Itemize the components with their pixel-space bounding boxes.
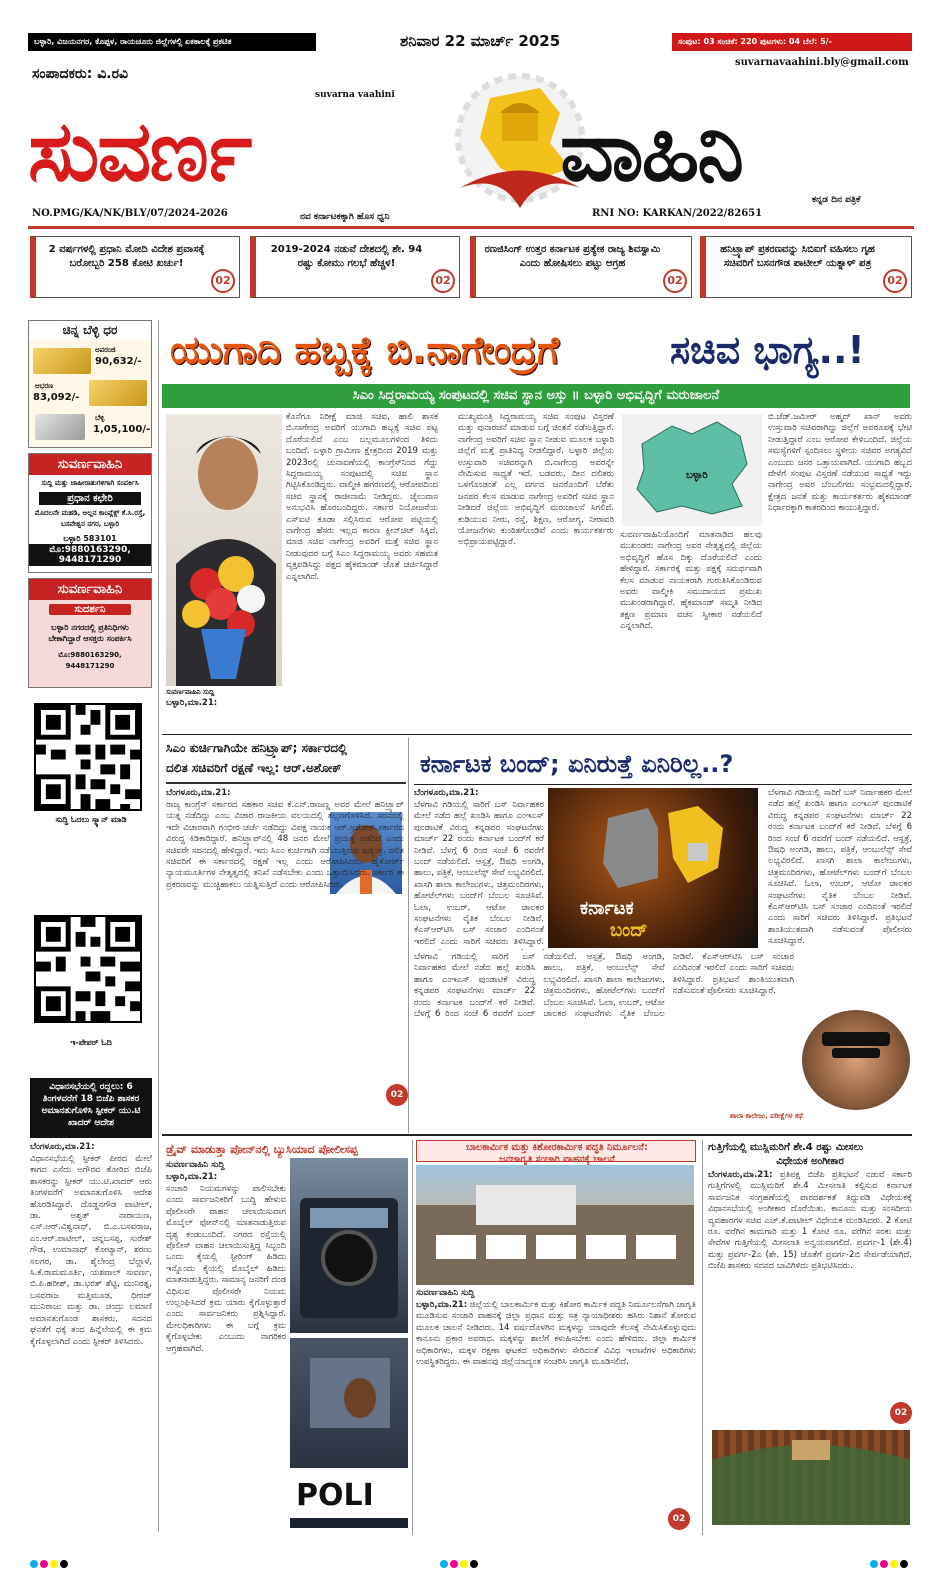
column-rule (158, 320, 159, 1532)
epaper-qr-icon[interactable] (34, 915, 142, 1023)
lead-subheadline: ಸಿಎಂ ಸಿದ್ದರಾಮಯ್ಯ ಸಂಪುಟದಲ್ಲಿ ಸಚಿವ ಸ್ಥಾನ ಅಸ್ತು ॥ ಬಳ್ಳಾರಿ ಅಭಿವೃದ್ಧಿಗೆ ಮರುಜಾಲನೆ (162, 384, 910, 408)
teaser-box[interactable] (30, 236, 240, 298)
child-body (416, 1300, 696, 1528)
speaker-dateline: ಬೆಂಗಳೂರು,ಮಾ.21: (30, 1142, 95, 1152)
lead-byline: ಸುವರ್ಣವಾಹಿನಿ ಸುದ್ದಿ (166, 688, 215, 696)
office-ad-box (28, 453, 152, 573)
headline-rule (414, 784, 912, 785)
column-rule (412, 1140, 413, 1535)
header-divider (28, 226, 914, 229)
gold22-label: ಆಭರಣ (35, 382, 54, 390)
bandh-headline[interactable]: ಕರ್ನಾಟಕ ಬಂದ್; ಏನಿರುತ್ತೆ ಏನಿರಿಲ್ಲ..? (420, 750, 734, 778)
child-labour-rally-photo (416, 1165, 694, 1285)
gold-bar-icon (89, 380, 147, 406)
police-plate-text: POLI (296, 1478, 374, 1513)
contract-body-text: ಪ್ರತಿಪಕ್ಷ ಬಿಜೆಪಿ ಪ್ರತಿಭಟನೆ ನಡುವೆ ಸರ್ಕಾರಿ ಗುತ್ತಿಗೆಗಳಲ್ಲಿ ಮುಸ್ಲಿಮರಿಗೆ ಶೇ.4 ಮೀಸಲಾತಿ ಕಲ್ಪಿಸುವ ಕರ್ನಾಟಕ ಸಾರ್ವಜನಿಕ ಸಂಗ್ರಹಣೆಯಲ್ಲಿ ಪಾರದರ್ಶಕತೆ ತಿದ್ದುಪಡಿ ವಿಧೇಯಕಕ್ಕೆ ವಿಧಾನಸಭೆಯಲ್ಲಿ ಅಂಗೀಕಾರ ದೊರೆಯಿತು. ಕಾನೂನು ಮತ್ತು ಸಂಸದೀಯ ವ್ಯವಹಾರಗಳ ಸಚಿವ ಎಚ್.ಕೆ.ಪಾಟೀಲ್ ವಿಧೇಯಕ ಮಂಡಿಸಿದರು. 2 ಕೋಟಿ ರೂ. ವರೆಗಿನ ಕಾಮಗಾರಿ ಮತ್ತು 1 ಕೋಟಿ ರೂ. ವರೆಗಿನ ಸರಕು ಮತ್ತು ಸೇವೆಗಳ ಗುತ್ತಿಗೆಯಲ್ಲಿ ಮೀಸಲಾತಿ ಅನ್ವಯವಾಗಲಿದೆ. ಪ್ರವರ್ಗ-1 (ಶೇ.4) ಮತ್ತು ಪ್ರವರ್ಗ-2ಎ (ಶೇ. 15) ಜೊತೆಗೆ ಪ್ರವರ್ಗ-2ಬಿ ಸೇರ್ಪಡೆಯಾಗಿದೆ. ಬಿಜೆಪಿ ಶಾಸಕರು ಸದನದ ಬಾವಿಗಿಳಿದು ಪ್ರತಿಭಟಿಸಿದರು. (708, 1170, 912, 1272)
continued-page-badge: 02 (668, 1508, 690, 1530)
qr-caption: ಸುದ್ದಿ ಓದಲು ಸ್ಕ್ಯಾನ್ ಮಾಡಿ (55, 815, 127, 824)
child-body-text: ಜಿಲ್ಲೆಯಲ್ಲಿ ಬಾಲಕಾರ್ಮಿಕ ಮತ್ತು ಕಿಶೋರ ಕಾರ್ಮಿಕ ಪದ್ಧತಿ ನಿರ್ಮೂಲನೆಗಾಗಿ ಜಾಗೃತಿ ಮೂಡಿಸುವ ಸಂಚಾರಿ ವಾಹನಕ್ಕೆ ಜಿಲ್ಲಾ ಪ್ರಧಾನ ಮತ್ತು ಸತ್ರ ನ್ಯಾಯಾಧೀಶರು ಹಸಿರು ನಿಶಾನೆ ತೋರುವ ಮೂಲಕ ಚಾಲನೆ ನೀಡಿದರು. 14 ವರ್ಷದೊಳಗಿನ ಮಕ್ಕಳನ್ನು ಯಾವುದೇ ಕೆಲಸಕ್ಕೆ ನೇಮಿಸಿಕೊಳ್ಳುವುದು ಕಾನೂನು ಪ್ರಕಾರ ಅಪರಾಧ. ಮಕ್ಕಳನ್ನು ಶಾಲೆಗೆ ಕಳುಹಿಸಬೇಕು ಎಂದು ಹೇಳಿದರು. ಜಿಲ್ಲಾ ಕಾರ್ಮಿಕ ಅಧಿಕಾರಿಗಳು, ಮಕ್ಕಳ ರಕ್ಷಣಾ ಘಟಕದ ಅಧಿಕಾರಿಗಳು ಸೇರಿದಂತೆ ವಿವಿಧ ಇಲಾಖೆಗಳ ಅಧಿಕಾರಿಗಳು ಉಪಸ್ಥಿತರಿದ್ದರು. ಈ ವಾಹನವು ಜಿಲ್ಲೆಯಾದ್ಯಂತ ಸಂಚರಿಸಿ ಜಾಗೃತಿ ಮೂಡಿಸಲಿದೆ. (416, 1300, 696, 1368)
ad-brand-title: ಸುವರ್ಣವಾಹಿನಿ (29, 579, 151, 600)
teaser-text: 2019-2024 ನಡುವೆ ದೇಶದಲ್ಲಿ ಶೇ. 94 ರಷ್ಟು ಕೋಮು ಗಲಭೆ ಹೆಚ್ಚಳ! (270, 244, 423, 269)
teaser-text: ಹನಿಟ್ರ್ಯಾಪ್ ಪ್ರಕರಣವನ್ನು ಸಿಬಿಐಗೆ ವಹಿಸಲು ಗೃಹ ಸಚಿವರಿಗೆ ಬಸನಗೌಡ ಪಾಟೀಲ್ ಯತ್ನಾಳ್ ಪತ್ರ (720, 244, 875, 269)
contract-headline-line2[interactable]: ವಿಧೇಯಕ ಅಂಗೀಕಾರ (776, 1156, 844, 1167)
police-byline: ಸುವರ್ಣವಾಹಿನಿ ಸುದ್ದಿ (166, 1160, 225, 1170)
issue-info: ಸಂಪುಟ: 03 ಸಂಚಿಕೆ: 220 ಪುಟಗಳು: 04 ಬೆಲೆ: 5/- (672, 33, 912, 51)
lead-dateline: ಬಳ್ಳಾರಿ,ಮಾ.21: (166, 698, 218, 708)
silver-bar-icon (35, 414, 85, 440)
bandh-body: ಬೆಳಗಾವಿ ಗಡಿಯಲ್ಲಿ ಸಾರಿಗೆ ಬಸ್ ನಿರ್ವಾಹಕರ ಮೇಲೆ ನಡೆದ ಹಲ್ಲೆ ಖಂಡಿಸಿ ಹಾಗೂ ಎಂಇಎಸ್ ಪುಂಡಾಟಿಕೆ ವಿರುದ್ಧ ಕನ್ನಡಪರ ಸಂಘಟನೆಗಳು ಮಾರ್ಚ್ 22 ರಂದು ಕರ್ನಾಟಕ ಬಂದ್‌ಗೆ ಕರೆ ನೀಡಿವೆ. ಬೆಳಗ್ಗೆ 6 ರಿಂದ ಸಂಜೆ 6 ರವರೆಗೆ ಬಂದ್ ನಡೆಯಲಿದೆ. ಆಸ್ಪತ್ರೆ, ಔಷಧಿ ಅಂಗಡಿ, ಹಾಲು, ಪತ್ರಿಕೆ, ಆಂಬುಲೆನ್ಸ್ ಸೇವೆ ಲಭ್ಯವಿರಲಿದೆ. ಖಾಸಗಿ ಶಾಲಾ ಕಾಲೇಜುಗಳು, ಚಿತ್ರಮಂದಿರಗಳು, ಹೋಟೆಲ್‌ಗಳು ಬಂದ್‌ಗೆ ಬೆಂಬಲ ಸೂಚಿಸಿವೆ. ಓಲಾ, ಉಬರ್, ಆಟೋ ಚಾಲಕರ ಸಂಘಟನೆಗಳು ನೈತಿಕ ಬೆಂಬಲ ನೀಡಿವೆ. ಕೆಎಸ್ಆರ್‌ಟಿಸಿ ಬಸ್ ಸಂಚಾರ ಎಂದಿನಂತೆ ಇರಲಿದೆ ಎಂದು ಸಾರಿಗೆ ಸಚಿವರು ತಿಳಿಸಿದ್ದಾರೆ. ಪ್ರತಿಭಟನೆ ಶಾಂತಿಯುತವಾಗಿ ನಡೆಸುವಂತೆ ಪೊಲೀಸರು ಸೂಚಿಸಿದ್ದಾರೆ. (414, 952, 794, 1020)
continued-page-badge: 02 (386, 1084, 408, 1106)
bandh-image (548, 788, 758, 948)
contract-body (708, 1170, 912, 1425)
masthead-tagline: suvarna vaahini (315, 90, 395, 100)
ashok-headline-line2[interactable]: ದಲಿತ ಸಚಿವರಿಗೆ ರಕ್ಷಣೆ ಇಲ್ಲ: ಆರ್.ಅಶೋಕ್ (166, 761, 342, 775)
contract-dateline: ಬೆಂಗಳೂರು,ಮಾ.21: (708, 1170, 773, 1180)
postal-reg-number: NO.PMG/KA/NK/BLY/07/2024-2026 (32, 208, 228, 219)
headline-rule (166, 782, 406, 784)
map-label: ಬಳ್ಳಾರಿ (686, 470, 708, 481)
silver-price: 1,05,100/- (93, 424, 151, 435)
rni-number: RNI NO: KARKAN/2022/82651 (592, 208, 763, 219)
bandh-side-column: ಬೆಳಗಾವಿ ಗಡಿಯಲ್ಲಿ ಸಾರಿಗೆ ಬಸ್ ನಿರ್ವಾಹಕರ ಮೇಲೆ ನಡೆದ ಹಲ್ಲೆ ಖಂಡಿಸಿ ಹಾಗೂ ಎಂಇಎಸ್ ಪುಂಡಾಟಿಕೆ ವಿರುದ್ಧ ಕನ್ನಡಪರ ಸಂಘಟನೆಗಳು ಮಾರ್ಚ್ 22 ರಂದು ಕರ್ನಾಟಕ ಬಂದ್‌ಗೆ ಕರೆ ನೀಡಿವೆ. ಬೆಳಗ್ಗೆ 6 ರಿಂದ ಸಂಜೆ 6 ರವರೆಗೆ ಬಂದ್ ನಡೆಯಲಿದೆ. ಆಸ್ಪತ್ರೆ, ಔಷಧಿ ಅಂಗಡಿ, ಹಾಲು, ಪತ್ರಿಕೆ, ಆಂಬುಲೆನ್ಸ್ ಸೇವೆ ಲಭ್ಯವಿರಲಿದೆ. ಖಾಸಗಿ ಶಾಲಾ ಕಾಲೇಜುಗಳು, ಚಿತ್ರಮಂದಿರಗಳು, ಹೋಟೆಲ್‌ಗಳು ಬಂದ್‌ಗೆ ಬೆಂಬಲ ಸೂಚಿಸಿವೆ. ಓಲಾ, ಉಬರ್, ಆಟೋ ಚಾಲಕರ ಸಂಘಟನೆಗಳು ನೈತಿಕ ಬೆಂಬಲ ನೀಡಿವೆ. ಕೆಎಸ್ಆರ್‌ಟಿಸಿ ಬಸ್ ಸಂಚಾರ ಎಂದಿನಂತೆ ಇರಲಿದೆ ಎಂದು ಸಾರಿಗೆ ಸಚಿವರು ತಿಳಿಸಿದ್ದಾರೆ. ಪ್ರತಿಭಟನೆ ಶಾಂತಿಯುತವಾಗಿ ನಡೆಸುವಂತೆ ಪೊಲೀಸರು ಸೂಚಿಸಿದ್ದಾರೆ. (768, 788, 912, 947)
child-dateline: ಬಳ್ಳಾರಿ,ಮಾ.21: (416, 1300, 468, 1310)
bandh-image-label-2: ಬಂದ್ (610, 920, 648, 941)
office-mobile[interactable]: ಮೊ:9880163290, 9448171290 (29, 544, 151, 566)
teaser-box[interactable] (250, 236, 460, 298)
print-registration-marks (440, 1553, 480, 1572)
gold-bar-icon (33, 348, 91, 374)
activist-photo (802, 1010, 910, 1110)
teaser-text: ರಣಜಿಸಿಂಗ್ ಉತ್ತರ ಕರ್ನಾಟಕ ಪ್ರತ್ಯೇಕ ರಾಜ್ಯ ಶಿವಸ್ವಾಮಿ ಎಂದು ಹೋಷಿಸಲು ಪಟ್ಟು ಆಗ್ರಹ (484, 244, 661, 269)
police-dateline: ಬಳ್ಳಾರಿ,ಮಾ.21: (166, 1172, 218, 1182)
gold-rate-title: ಚಿನ್ನ ಬೆಳ್ಳಿ ಧರ (29, 321, 151, 340)
column-rule (702, 1140, 703, 1535)
ad-brand-title: ಸುವರ್ಣವಾಹಿನಿ (29, 454, 151, 475)
police-jeep-photo (290, 1158, 408, 1333)
police-headline[interactable]: ಡ್ರೈವ್ ಮಾಡುತ್ತಾ ಪೋನ್‌ನಲ್ಲಿ ಬ್ಯುಸಿಯಾದ ಪೋಲೀಸಪ್ಪ (166, 1143, 358, 1156)
brief-headline[interactable]: ವಿಧಾನಸಭೆಯಲ್ಲಿ ರದ್ದಲು: 6 ತಿಂಗಳವರೆಗೆ 18 ಬಿಜೆಪಿ ಶಾಸಕರ ಅಮಾನತುಗೊಳಿಸಿ ಸ್ಪೀಕರ್ ಯು.ಟಿ ಖಾದರ್ ಆದೇಶ (30, 1078, 152, 1138)
editor-credit: ಸಂಪಾದಕರು: ವಿ.ರವಿ (32, 66, 129, 82)
teaser-box[interactable] (700, 236, 912, 298)
contact-email[interactable]: suvarnavaahini.bly@gmail.com (735, 57, 909, 68)
slogan: ನವ ಕರ್ನಾಟಕಕ್ಕಾಗಿ ಹೊಸ ಧ್ವನಿ (300, 212, 390, 222)
bandh-dateline: ಬೆಂಗಳೂರು,ಮಾ.21: (414, 788, 479, 798)
news-qr-icon[interactable] (34, 703, 142, 811)
teaser-page-badge: 02 (211, 269, 235, 293)
gold24-label: ಅಪರಂಜಿ (95, 346, 116, 354)
masthead-left: ಸುವರ್ಣ (28, 102, 251, 200)
bandh-image-label: ಕರ್ನಾಟಕ (580, 898, 634, 919)
police-body-1: ಸಂಚಾರಿ ನಿಯಮಗಳನ್ನು ಪಾಲಿಸಬೇಕು ಎಂದು ಸಾರ್ವಜನಿಕರಿಗೆ ಬುದ್ಧಿ ಹೇಳುವ ಪೊಲೀಸರೇ ವಾಹನ ಚಲಾಯಿಸುವಾಗ ಮೊಬೈಲ್ ಫೋನ್‌ನಲ್ಲಿ ಮಾತನಾಡುತ್ತಿರುವ ದೃಶ್ಯ ಕಂಡುಬಂದಿದೆ. ನಗರದ ರಸ್ತೆಯಲ್ಲಿ ಪೊಲೀಸ್ ವಾಹನ ಚಲಾಯಿಸುತ್ತಿದ್ದ ಸಿಬ್ಬಂದಿ ಒಂದು ಕೈಯಲ್ಲಿ ಸ್ಟೀರಿಂಗ್ ಹಿಡಿದು ಇನ್ನೊಂದು ಕೈಯಲ್ಲಿ ಮೊಬೈಲ್ ಹಿಡಿದು ಮಾತನಾಡುತ್ತಿದ್ದರು. ಸಾಮಾನ್ಯ ಜನರಿಗೆ ದಂಡ ವಿಧಿಸುವ ಪೊಲೀಸರೇ ನಿಯಮ ಉಲ್ಲಂಘಿಸಿದರೆ ಕ್ರಮ ಯಾರು ಕೈಗೊಳ್ಳುತ್ತಾರೆ ಎಂದು ಸಾರ್ವಜನಿಕರು ಪ್ರಶ್ನಿಸಿದ್ದಾರೆ. ಮೇಲಧಿಕಾರಿಗಳು ಈ ಬಗ್ಗೆ ಕ್ರಮ ಕೈಗೊಳ್ಳಬೇಕು ಎಂಬುದು ನಾಗರಿಕರ ಆಗ್ರಹವಾಗಿದೆ. (166, 1184, 286, 1354)
lead-column-1: ಕೊನೆಗೂ ನಿರೀಕ್ಷೆ ಮಾಜಿ ಸಚಿವ, ಹಾಲಿ ಶಾಸಕ ಬಿ.ನಾಗೇಂದ್ರ ಅವರಿಗೆ ಯುಗಾದಿ ಹಬ್ಬಕ್ಕೆ ಸಚಿವ ಪಟ್ಟ ದೊರೆಯಲಿದೆ ಎಂಬ ಬಲ್ಲಮೂಲಗಳಿಂದ ತಿಳಿದು ಬಂದಿದೆ. ಬಳ್ಳಾರಿ ಗ್ರಾಮೀಣ ಕ್ಷೇತ್ರದಿಂದ 2019 ಮತ್ತು 2023ರಲ್ಲಿ ಚುನಾವಣೆಯಲ್ಲಿ ಕಾಂಗ್ರೆಸ್‌ನಿಂದ ಗೆದ್ದು ಸಿದ್ದರಾಮಯ್ಯ ಸಂಪುಟದಲ್ಲಿ ಸಚಿವ ಸ್ಥಾನ ಗಿಟ್ಟಿಸಿಕೊಂಡಿದ್ದರು. ವಾಲ್ಮೀಕಿ ಹಗರಣದಲ್ಲಿ ಆರೋಪದಿಂದ ಸಚಿವ ಸ್ಥಾನಕ್ಕೆ ರಾಜೀನಾಮೆ ನೀಡಿದ್ದರು. ಜೈಲುವಾಸ ಅನುಭವಿಸಿ ಹೊರಬಂದಿದ್ದರು. ಸರ್ಕಾರ ನಿಯೋಜನೆಯ ಎಸ್‌ಐಟಿ ಕೂಡಾ ಸಲ್ಲಿಸಿರುವ ಆರೋಪ ಪಟ್ಟಿಯಲ್ಲಿ ನಾಗೇಂದ್ರ ಹೆಸರು ಇಲ್ಲದ ಕಾರಣ ಕ್ಲೀನ್‌ಚಿಟ್ ಸಿಕ್ಕಿದೆ. ಮಾಜಿ ಸಚಿವ ನಾಗೇಂದ್ರ ಅವರಿಗೆ ಮತ್ತೆ ಸಚಿವ ಸ್ಥಾನ ನೀಡುವುದರ ಬಗ್ಗೆ ಸಿಎಂ ಸಿದ್ದರಾಮಯ್ಯ ಅವರು ಸಹಮತ ವ್ಯಕ್ತಪಡಿಸಿದ್ದು ಪಕ್ಷದ ಹೈಕಮಾಂಡ್ ಜೊತೆ ಚರ್ಚಿಸಿದ್ದಾರೆ ಎನ್ನಲಾಗಿದೆ. (286, 412, 438, 582)
section-divider (162, 734, 912, 735)
teaser-page-badge: 02 (663, 269, 687, 293)
contract-headline-line1[interactable]: ಗುತ್ತಿಗೆಯಲ್ಲಿ ಮುಸ್ಲಿಮರಿಗೆ ಶೇ.4 ರಷ್ಟು ಮೀಸಲು (708, 1142, 864, 1153)
ad-heading: ಸುದರ್ಶನಿ (49, 604, 131, 615)
print-registration-marks (30, 1553, 70, 1572)
silver-label: ಬೆಳ್ಳಿ (95, 414, 105, 422)
teaser-text: 2 ವರ್ಷಗಳಲ್ಲಿ ಪ್ರಧಾನಿ ಮೋದಿ ವಿದೇಶ ಪ್ರವಾಸಕ್ಕೆ ಬರೋಬ್ಬರಿ 258 ಕೋಟಿ ಖರ್ಚು! (48, 244, 205, 269)
assembly-photo (712, 1430, 910, 1525)
column-rule (408, 738, 409, 1133)
continued-page-badge: 02 (890, 1402, 912, 1424)
lead-column-4: ಬಿ.ಜೆಡ್.ಜಮೀರ್ ಅಹ್ಮದ್ ಖಾನ್ ಅವರು ಉಸ್ತುವಾರಿ ಸಚಿವರಾಗಿದ್ದು ಜಿಲ್ಲೆಗೆ ಅಪರೂಪಕ್ಕೆ ಭೇಟಿ ನೀಡುತ್ತಿದ್ದಾರೆ ಎಂಬ ಆರೋಪ ಕೇಳಿಬಂದಿದೆ. ಜಿಲ್ಲೆಯ ಸಮಸ್ಯೆಗಳಿಗೆ ಸ್ಪಂದಿಸಲು ಸ್ಥಳೀಯ ಸಚಿವರ ಅಗತ್ಯವಿದೆ ಎಂಬುದು ಜನರ ಒತ್ತಾಯವಾಗಿದೆ. ಯುಗಾದಿ ಹಬ್ಬದ ವೇಳೆಗೆ ಸಂಪುಟ ವಿಸ್ತರಣೆ ನಡೆಯುವ ಸಾಧ್ಯತೆ ಇದ್ದು ನಾಗೇಂದ್ರ ಅವರ ಬೆಂಬಲಿಗರು ಸಂಭ್ರಮದಲ್ಲಿದ್ದಾರೆ. ಕ್ಷೇತ್ರದ ಜನತೆ ಮತ್ತು ಕಾರ್ಯಕರ್ತರು ಹೈಕಮಾಂಡ್ ನಿರ್ಧಾರಕ್ಕಾಗಿ ಕಾತರದಿಂದ ಕಾಯುತ್ತಿದ್ದಾರೆ. (768, 412, 912, 514)
region-banner: ಬಳ್ಳಾರಿ, ವಿಜಯನಗರ, ಕೊಪ್ಪಳ, ರಾಯಚೂರು ಜಿಲ್ಲೆಗಳಲ್ಲಿ ಏಕಕಾಲಕ್ಕೆ ಪ್ರಕಟಿತ (28, 33, 316, 51)
ashok-body: ರಾಜ್ಯ ಕಾಂಗ್ರೆಸ್ ಸರ್ಕಾರದ ಸಹಕಾರ ಸಚಿವ ಕೆ.ಎನ್.ರಾಜಣ್ಣ ಅವರ ಮೇಲೆ ಹನಿಟ್ರ್ಯಾಪ್ ಯತ್ನ ನಡೆದಿದ್ದು ಎಂಬ ವಿಚಾರ ರಾಜಕೀಯ ವಲಯದಲ್ಲಿ ತಲ್ಲಣಗೊಳಿಸಿದೆ. ಸದನದಲ್ಲಿ ಇದೇ ವಿಚಾರವಾಗಿ ಗಂಭೀರ ಚರ್ಚೆ ನಡೆದಿದ್ದು ವಿಪಕ್ಷ ನಾಯಕ ಆರ್.ಅಶೋಕ್ ಸರ್ಕಾರದ ವಿರುದ್ಧ ಕಿಡಿಕಾರಿದ್ದಾರೆ. ಹನಿಟ್ರ್ಯಾಪ್‌ನಲ್ಲಿ 48 ಜನರ ಮೇಲೆ ಪ್ರಯತ್ನ ನಡೆದಿದೆ ಎಂದು ಸಚಿವರೇ ಸದನದಲ್ಲಿ ಹೇಳಿದ್ದಾರೆ. ಇದು ಸಿಎಂ ಕುರ್ಚಿಗಾಗಿ ನಡೆಯುತ್ತಿರುವ ಷಡ್ಯಂತ್ರ. ದಲಿತ ಸಚಿವರಿಗೆ ಈ ಸರ್ಕಾರದಲ್ಲಿ ರಕ್ಷಣೆ ಇಲ್ಲ ಎಂದು ಆರೋಪಿಸಿದರು. ಹೈಕೋರ್ಟ್ ನ್ಯಾಯಮೂರ್ತಿಗಳ ನೇತೃತ್ವದಲ್ಲಿ ತನಿಖೆ ನಡೆಸಬೇಕು ಎಂದು ಒತ್ತಾಯಿಸಿದರು. ಸರ್ಕಾರ ಈ ಪ್ರಕರಣವನ್ನು ಮುಚ್ಚಿಹಾಕಲು ಯತ್ನಿಸುತ್ತಿದೆ ಎಂದು ಆರೋಪಿಸಿದರು. (166, 800, 404, 890)
print-registration-marks (870, 1553, 910, 1572)
ad-mobile[interactable]: ಮೊ:9880163290, 9448171290 (58, 651, 122, 670)
ad-subtitle: ಸುದ್ದಿ ಮತ್ತು ಜಾಹೀರಾತುಗಳಿಗಾಗಿ ಸಂಪರ್ಕಿಸಿ (41, 479, 139, 487)
gold22-price: 83,092/- (33, 392, 80, 403)
lead-column-2: ಮುಖ್ಯಮಂತ್ರಿ ಸಿದ್ದರಾಮಯ್ಯ ಸಚಿವ ಸಂಪುಟ ವಿಸ್ತರಣೆ ಮತ್ತು ಪುನಾರಚನೆ ಮಾಡುವ ಬಗ್ಗೆ ಚಿಂತನೆ ನಡೆಸುತ್ತಿದ್ದಾರೆ. ನಾಗೇಂದ್ರ ಅವರಿಗೆ ಸಚಿವ ಸ್ಥಾನ ನೀಡುವ ಮೂಲಕ ಬಳ್ಳಾರಿ ಜಿಲ್ಲೆಗೆ ಮತ್ತೆ ಪ್ರಾತಿನಿಧ್ಯ ನೀಡಲಿದ್ದಾರೆ. ಬಳ್ಳಾರಿ ಜಿಲ್ಲೆಯ ಉಸ್ತುವಾರಿ ಸಚಿವರನ್ನಾಗಿ ಬಿ.ನಾಗೇಂದ್ರ ಅವರನ್ನೇ ನೇಮಿಸುವ ಸಾಧ್ಯತೆ ಇದೆ. ಬಡವರು, ದೀನ ದಲಿತರು ಒಳಗೊಂಡಂತೆ ಎಲ್ಲ ವರ್ಗದ ಜನರೊಂದಿಗೆ ಬೆರೆತು ಜನಪರ ಕೆಲಸ ಮಾಡುವ ನಾಗೇಂದ್ರ ಅವರಿಗೆ ಸಚಿವ ಸ್ಥಾನ ನೀಡಿದರೆ ಜಿಲ್ಲೆಯ ಅಭಿವೃದ್ಧಿಗೆ ಮರುಜಾಲನೆ ಸಿಗಲಿದೆ. ಕುಡಿಯುವ ನೀರು, ರಸ್ತೆ, ಶಿಕ್ಷಣ, ಆರೋಗ್ಯ, ನೀರಾವರಿ ಯೋಜನೆಗಳು ಕುಂಠಿತಗೊಂಡಿವೆ ಎಂದು ಕಾರ್ಯಕರ್ತರು ಅಭಿಪ್ರಾಯಪಟ್ಟಿದ್ದಾರೆ. (458, 412, 614, 548)
office-city: ಬಳ್ಳಾರಿ 583101 (63, 534, 117, 543)
child-headline-line1[interactable]: ಬಾಲಕಾರ್ಮಿಕ ಮತ್ತು ಕಿಶೋರಕಾರ್ಮಿಕ ಪದ್ಧತಿ ನಿರ್ಮೂಲನೆ: (466, 1142, 648, 1153)
gold-rate-box (28, 320, 152, 448)
office-address: ಮೊದಲನೇ ಮಹಡಿ, ಅಲ್ಲನ ಕಾಂಪ್ಲೆಕ್ಸ್ ಕೆ.ಸಿ.ರಸ್ತೆ, ಬಸವೇಶ್ವರ ನಗರ, ಬಳ್ಳಾರಿ (34, 509, 146, 528)
teaser-box[interactable] (470, 236, 692, 298)
bandh-note: ಶಾಲಾ ಕಾಲೇಜು, ಪರೀಕ್ಷೆಗಳ ಕಥೆ (730, 1112, 803, 1120)
lead-headline[interactable]: ಯುಗಾದಿ ಹಬ್ಬಕ್ಕೆ ಬಿ.ನಾಗೇಂದ್ರಗೆ (170, 328, 560, 372)
gold24-price: 90,632/- (95, 356, 142, 367)
ashok-headline-line1[interactable]: ಸಿಎಂ ಕುರ್ಚಿಗಾಗಿಯೇ ಹನಿಟ್ರ್ಯಾಪ್; ಸರ್ಕಾರದಲ್ಲಿ (166, 741, 348, 755)
child-byline: ಸುವರ್ಣವಾಹಿನಿ ಸುದ್ದಿ (416, 1288, 475, 1298)
teaser-page-badge: 02 (883, 269, 907, 293)
ashok-dateline: ಬೆಂಗಳೂರು,ಮಾ.21: (166, 788, 231, 798)
ad-text: ಬಳ್ಳಾರಿ ನಗರದಲ್ಲಿ ಪ್ರತಿನಿಧಿಗಳು ಬೇಕಾಗಿದ್ದಾರೆ ಆಸಕ್ತರು ಸಂಪರ್ಕಿಸಿ (48, 623, 132, 643)
lead-column-3: ಸುವರ್ಣವಾಹಿನಿಯೊಂದಿಗೆ ಮಾತನಾಡಿದ ಹಲವು ಮುಖಂಡರು ನಾಗೇಂದ್ರ ಅವರ ನೇತೃತ್ವದಲ್ಲಿ ಜಿಲ್ಲೆಯ ಅಭಿವೃದ್ಧಿಗೆ ಹೊಸ ದಿಕ್ಕು ದೊರೆಯಲಿದೆ ಎಂದು ಹೇಳಿದ್ದಾರೆ. ಸರ್ಕಾರಕ್ಕೆ ಮತ್ತು ಪಕ್ಷಕ್ಕೆ ಸಮರ್ಥವಾಗಿ ಕೆಲಸ ಮಾಡುವ ನಾಯಕರಾಗಿ ಗುರುತಿಸಿಕೊಂಡಿರುವ ಅವರು ವಾಲ್ಮೀಕಿ ಸಮುದಾಯದ ಪ್ರಮುಖ ಮುಖಂಡರಾಗಿದ್ದಾರೆ. ಹೈಕಮಾಂಡ್ ಸಮ್ಮತಿ ನೀಡಿದ ತಕ್ಷಣ ಪ್ರಮಾಣ ವಚನ ಸ್ವೀಕಾರ ನಡೆಯಲಿದೆ ಎನ್ನಲಾಗಿದೆ. (620, 530, 762, 632)
speaker-body: ವಿಧಾನಸಭೆಯಲ್ಲಿ ಸ್ಪೀಕರ್ ಪೀಠದ ಮೇಲೆ ಕಾಗದ ಎಸೆದು ಅಗೌರವ ತೋರಿದ ಬಿಜೆಪಿ ಶಾಸಕರನ್ನು ಸ್ಪೀಕರ್ ಯು.ಟಿ.ಖಾದರ್ ಆರು ತಿಂಗಳವರೆಗೆ ಅಮಾನತುಗೊಳಿಸಿ ಆದೇಶ ಹೊರಡಿಸಿದ್ದಾರೆ. ದೊಡ್ಡನಗೌಡ ಪಾಟೀಲ್, ಡಾ. ಅಶ್ವತ್ ನಾರಾಯಣ, ಎಸ್.ಆರ್.ವಿಶ್ವನಾಥ್, ಬಿ.ಎ.ಬಸವರಾಜ, ಎಂ.ಆರ್.ಪಾಟೀಲ್, ಚನ್ನಬಸಪ್ಪ, ಸುರೇಶ್ ಗೌಡ, ಉಮಾನಾಥ್ ಕೋಟ್ಯಾನ್, ಶರಣು ಸಲಗರ, ಡಾ. ಶೈಲೇಂದ್ರ ಬೆಲ್ದಾಳೆ, ಸಿ.ಕೆ.ರಾಮಮೂರ್ತಿ, ಯಶಪಾಲ್ ಸುವರ್ಣ, ಬಿ.ಪಿ.ಹರೀಶ್, ಡಾ.ಭರತ್ ಶೆಟ್ಟಿ, ಮುನಿರತ್ನ, ಬಸವರಾಜ ಮತ್ತಿಮೂಡ, ಧೀರಜ್ ಮುನಿರಾಜು ಮತ್ತು ಡಾ. ಚಂದ್ರು ಲಮಾಣಿ ಅಮಾನತುಗೊಂಡ ಶಾಸಕರು. ಸದನದ ಘನತೆಗೆ ಧಕ್ಕೆ ತಂದ ಹಿನ್ನೆಲೆಯಲ್ಲಿ ಈ ಕ್ರಮ ಕೈಗೊಳ್ಳಲಾಗಿದೆ ಎಂದು ಸ್ಪೀಕರ್ ತಿಳಿಸಿದರು. (30, 1154, 152, 1347)
child-headline-line2[interactable]: ಜನಜಾಗೃತಿ ಸಂಚಾರಿ ವಾಹನಕ್ಕೆ ಚಾಲನೆ (499, 1154, 615, 1165)
reporter-ad-box (28, 578, 152, 688)
masthead-right: ವಾಹಿನಿ (560, 102, 742, 200)
office-heading: ಪ್ರಧಾನ ಕಛೇರಿ (39, 492, 141, 505)
qr-caption: ಇ-ಪೇಪರ್ ಓದಿ (70, 1038, 112, 1047)
section-divider (162, 1134, 912, 1136)
teaser-page-badge: 02 (431, 269, 455, 293)
issue-date: ಶನಿವಾರ 22 ಮಾರ್ಚ್ 2025 (400, 32, 561, 50)
lead-headline-suffix[interactable]: ಸಚಿವ ಭಾಗ್ಯ..! (670, 328, 865, 372)
nagendra-photo (166, 414, 282, 686)
daily-label: ಕನ್ನಡ ದಿನ ಪತ್ರಿಕೆ (812, 195, 861, 205)
bandh-body-intro: ಬೆಳಗಾವಿ ಗಡಿಯಲ್ಲಿ ಸಾರಿಗೆ ಬಸ್ ನಿರ್ವಾಹಕರ ಮೇಲೆ ನಡೆದ ಹಲ್ಲೆ ಖಂಡಿಸಿ ಹಾಗೂ ಎಂಇಎಸ್ ಪುಂಡಾಟಿಕೆ ವಿರುದ್ಧ ಕನ್ನಡಪರ ಸಂಘಟನೆಗಳು ಮಾರ್ಚ್ 22 ರಂದು ಕರ್ನಾಟಕ ಬಂದ್‌ಗೆ ಕರೆ ನೀಡಿವೆ. ಬೆಳಗ್ಗೆ 6 ರಿಂದ ಸಂಜೆ 6 ರವರೆಗೆ ಬಂದ್ ನಡೆಯಲಿದೆ. ಆಸ್ಪತ್ರೆ, ಔಷಧಿ ಅಂಗಡಿ, ಹಾಲು, ಪತ್ರಿಕೆ, ಆಂಬುಲೆನ್ಸ್ ಸೇವೆ ಲಭ್ಯವಿರಲಿದೆ. ಖಾಸಗಿ ಶಾಲಾ ಕಾಲೇಜುಗಳು, ಚಿತ್ರಮಂದಿರಗಳು, ಹೋಟೆಲ್‌ಗಳು ಬಂದ್‌ಗೆ ಬೆಂಬಲ ಸೂಚಿಸಿವೆ. ಓಲಾ, ಉಬರ್, ಆಟೋ ಚಾಲಕರ ಸಂಘಟನೆಗಳು ನೈತಿಕ ಬೆಂಬಲ ನೀಡಿವೆ. ಕೆಎಸ್ಆರ್‌ಟಿಸಿ ಬಸ್ ಸಂಚಾರ ಎಂದಿನಂತೆ ಇರಲಿದೆ ಎಂದು ಸಾರಿಗೆ ಸಚಿವರು ತಿಳಿಸಿದ್ದಾರೆ. (414, 800, 544, 947)
